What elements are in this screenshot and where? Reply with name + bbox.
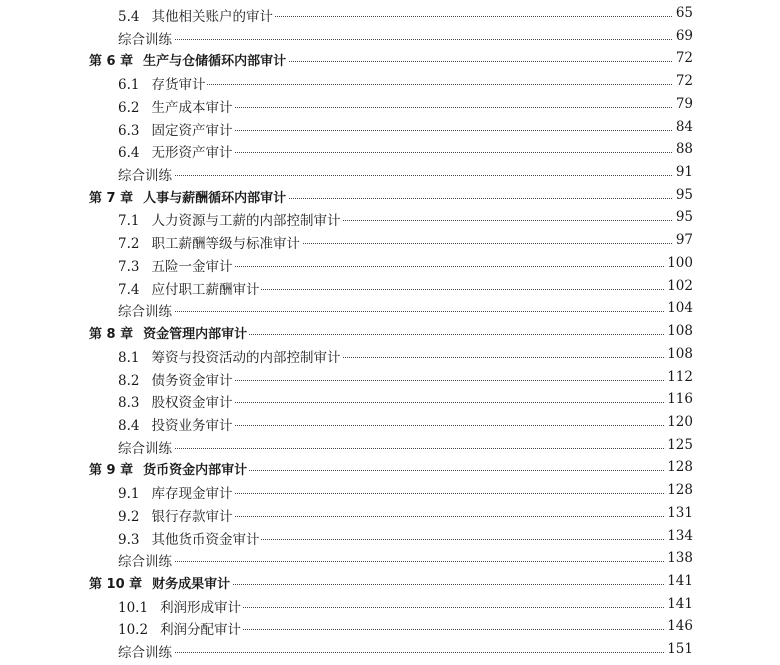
entry-title: 综合训练 [118,31,172,48]
toc-entry-text [118,141,234,161]
dot-leader [160,380,690,381]
entry-title: 综合训练 [118,645,172,662]
toc-entry-text [118,119,234,139]
section-number: 7.4 [118,281,140,298]
toc-entry-text [118,5,275,25]
toc-entry-text [118,300,174,320]
toc-chapter-entry[interactable] [0,321,780,344]
section-number: 6.2 [118,99,140,116]
toc-entry-text [118,618,243,638]
toc-entry-text [89,323,249,342]
toc-section-entry[interactable] [0,94,780,117]
toc-entry-text [118,209,342,229]
chapter-number: 第 9 章 [89,463,134,479]
entry-title: 资金管理内部审计 [143,327,248,343]
toc-exercise-entry[interactable] [0,435,780,458]
dot-leader [160,84,690,85]
page-number: 84 [673,119,693,135]
toc-entry-text [118,369,234,389]
section-number: 7.1 [118,213,140,230]
toc-section-entry[interactable] [0,230,780,253]
section-number: 9.3 [118,531,140,548]
entry-title: 综合训练 [118,304,172,321]
toc-section-entry[interactable] [0,276,780,299]
page-number: 134 [664,528,693,544]
page-number: 141 [664,596,693,612]
toc-entry-text [118,414,234,434]
entry-title: 人事与薪酬循环内部审计 [143,190,287,206]
entry-title: 其他货币资金审计 [151,531,260,548]
page-number: 100 [664,255,693,271]
toc-chapter-entry[interactable] [0,48,780,71]
page-number: 72 [673,73,693,89]
entry-title: 投资业务审计 [151,417,233,434]
page-number: 120 [664,414,693,430]
dot-leader [160,152,690,153]
page-number: 131 [664,505,693,521]
toc-entry-text [118,437,174,457]
toc-exercise-entry[interactable] [0,639,780,662]
dot-leader [160,311,690,312]
toc-entry-text [118,641,174,661]
section-number: 10.2 [118,622,149,639]
toc-entry-text [89,573,232,592]
page-number: 151 [664,641,693,657]
page-number: 95 [673,187,693,203]
page-number: 72 [673,50,693,66]
section-number: 5.4 [118,9,140,25]
page-number: 108 [664,323,693,339]
toc-section-entry[interactable] [0,616,780,639]
toc-entry-text [118,391,234,411]
section-number: 8.1 [118,349,140,366]
section-number: 8.3 [118,395,140,412]
page-number: 79 [673,96,693,112]
page-number: 108 [664,346,693,362]
entry-title: 库存现金审计 [151,486,233,503]
entry-title: 综合训练 [118,440,172,457]
entry-title: 股权资金审计 [151,395,233,412]
toc-section-entry[interactable] [0,3,780,26]
entry-title: 人力资源与工薪的内部控制审计 [151,213,341,230]
toc-entry-text [118,346,342,366]
dot-leader [160,402,690,403]
toc-section-entry[interactable] [0,71,780,94]
toc-entry-text [118,550,174,570]
page-number: 65 [673,5,693,21]
toc-chapter-entry[interactable] [0,185,780,208]
dot-leader [160,448,690,449]
entry-title: 固定资产审计 [151,122,233,139]
toc-entry-text [118,528,261,548]
entry-title: 银行存款审计 [151,508,233,525]
dot-leader [160,516,690,517]
section-number: 6.3 [118,122,140,139]
entry-title: 综合训练 [118,168,172,185]
dot-leader [160,425,690,426]
toc-entry-text [89,459,249,478]
section-number: 8.2 [118,372,140,389]
toc-entry-text [118,482,234,502]
dot-leader [160,107,690,108]
entry-title: 生产与仓储循环内部审计 [143,54,287,70]
entry-title: 利润分配审计 [160,622,242,639]
toc-entry-text [118,96,234,116]
toc-section-entry[interactable] [0,480,780,503]
toc-exercise-entry[interactable] [0,26,780,49]
page-number: 125 [664,437,693,453]
toc-section-entry[interactable] [0,412,780,435]
dot-leader [160,493,690,494]
toc-chapter-entry[interactable] [0,571,780,594]
entry-title: 生产成本审计 [151,99,233,116]
toc-section-entry[interactable] [0,344,780,367]
entry-title: 货币资金内部审计 [143,463,248,479]
table-of-contents [0,3,780,662]
page-number: 138 [664,550,693,566]
toc-section-entry[interactable] [0,594,780,617]
section-number: 9.1 [118,486,140,503]
entry-title: 其他相关账户的审计 [151,9,273,25]
section-number: 8.4 [118,417,140,434]
entry-title: 存货审计 [151,77,206,94]
toc-section-entry[interactable] [0,207,780,230]
chapter-number: 第 10 章 [89,576,143,592]
page-number: 95 [673,209,693,225]
toc-entry-text [89,187,288,206]
entry-title: 利润形成审计 [160,599,242,616]
chapter-number: 第 7 章 [89,190,134,206]
section-number: 9.2 [118,508,140,525]
toc-entry-text [118,505,234,525]
page-number: 91 [673,164,693,180]
dot-leader [160,39,690,40]
toc-entry-text [118,28,174,48]
page-number: 146 [664,618,693,634]
dot-leader [160,561,690,562]
entry-title: 职工薪酬等级与标准审计 [151,236,300,253]
section-number: 7.3 [118,258,140,275]
entry-title: 无形资产审计 [151,145,233,162]
page-number: 141 [664,573,693,589]
entry-title: 应付职工薪酬审计 [151,281,260,298]
toc-section-entry[interactable] [0,503,780,526]
entry-title: 五险一金审计 [151,258,233,275]
dot-leader [160,652,690,653]
entry-title: 筹资与投资活动的内部控制审计 [151,349,341,366]
page-number: 69 [673,28,693,44]
toc-chapter-entry[interactable] [0,457,780,480]
entry-title: 债务资金审计 [151,372,233,389]
toc-section-entry[interactable] [0,367,780,390]
section-number: 6.1 [118,77,140,94]
section-number: 6.4 [118,145,140,162]
dot-leader [160,175,690,176]
page-number: 88 [673,141,693,157]
chapter-number: 第 8 章 [89,327,134,343]
toc-entry-text [118,73,207,93]
toc-section-entry[interactable] [0,139,780,162]
page-number: 116 [664,391,693,407]
entry-title: 综合训练 [118,554,172,571]
toc-entry-text [118,164,174,184]
toc-exercise-entry[interactable] [0,548,780,571]
page-number: 128 [664,482,693,498]
dot-leader [160,130,690,131]
toc-entry-text [118,232,302,252]
toc-section-entry[interactable] [0,117,780,140]
toc-entry-text [118,255,234,275]
toc-section-entry[interactable] [0,389,780,412]
section-number: 7.2 [118,236,140,253]
toc-entry-text [118,596,243,616]
chapter-number: 第 6 章 [89,54,134,70]
page-number: 102 [664,278,693,294]
entry-title: 财务成果审计 [152,576,231,592]
page-number: 128 [664,459,693,475]
toc-entry-text [89,50,288,69]
section-number: 10.1 [118,599,149,616]
toc-section-entry[interactable] [0,526,780,549]
dot-leader [160,266,690,267]
page-number: 97 [673,232,693,248]
toc-section-entry[interactable] [0,253,780,276]
page-number: 104 [664,300,693,316]
toc-exercise-entry[interactable] [0,162,780,185]
page-number: 112 [664,369,693,385]
toc-exercise-entry[interactable] [0,298,780,321]
toc-entry-text [118,278,261,298]
